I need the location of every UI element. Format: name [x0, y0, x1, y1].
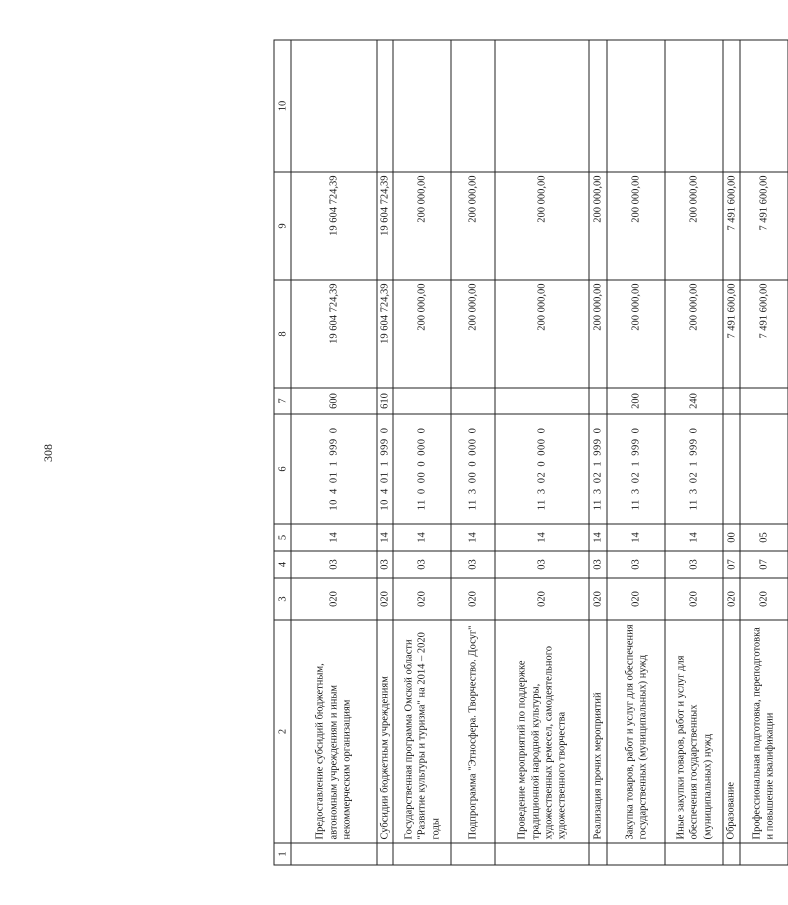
expense-type-cell: 240 — [665, 388, 723, 414]
expense-type-cell — [589, 388, 607, 414]
ministry-code-cell: 020 — [451, 578, 495, 620]
amount-cell-2: 200 000,00 — [393, 172, 451, 280]
expense-type-cell — [740, 388, 788, 414]
column-header-6: 6 — [274, 414, 291, 524]
amount-cell-3 — [291, 40, 377, 172]
section-code-cell: 07 — [723, 551, 739, 578]
target-article-cell: 11 0 00 0 000 0 — [393, 414, 451, 524]
ministry-code-cell: 020 — [377, 578, 393, 620]
header-row — [274, 40, 291, 865]
column-header-10: 10 — [274, 40, 291, 172]
subsection-code-cell: 14 — [393, 524, 451, 551]
ministry-code-cell: 020 — [665, 578, 723, 620]
target-article-cell — [723, 414, 739, 524]
item-name-cell: Образование — [723, 620, 739, 843]
section-code-cell: 03 — [589, 551, 607, 578]
column-header-5: 5 — [274, 524, 291, 551]
section-code-cell: 07 — [740, 551, 788, 578]
expense-type-cell: 200 — [607, 388, 665, 414]
subsection-code-cell: 14 — [495, 524, 589, 551]
ministry-code-cell: 020 — [607, 578, 665, 620]
item-name-cell: Иные закупки товаров, работ и услуг для обеспечения государственных (муниципальных) нужд — [665, 620, 723, 843]
amount-cell-3 — [740, 40, 788, 172]
table-row — [291, 40, 377, 865]
amount-cell: 7 491 600,00 — [723, 280, 739, 388]
expense-type-cell — [451, 388, 495, 414]
table-body — [291, 40, 788, 865]
ministry-code-cell: 020 — [589, 578, 607, 620]
amount-cell-3 — [607, 40, 665, 172]
amount-cell-2: 200 000,00 — [665, 172, 723, 280]
target-article-cell: 10 4 01 1 999 0 — [377, 414, 393, 524]
table-row — [723, 40, 739, 865]
target-article-cell — [740, 414, 788, 524]
amount-cell: 200 000,00 — [451, 280, 495, 388]
amount-cell-2: 19 604 724,39 — [377, 172, 393, 280]
target-article-cell: 11 3 02 0 000 0 — [495, 414, 589, 524]
section-code-cell: 03 — [495, 551, 589, 578]
subsection-code-cell: 05 — [740, 524, 788, 551]
row-number-cell — [393, 843, 451, 865]
amount-cell: 200 000,00 — [665, 280, 723, 388]
subsection-code-cell: 14 — [291, 524, 377, 551]
item-name-cell: Реализация прочих мероприятий — [589, 620, 607, 843]
target-article-cell: 11 3 02 1 999 0 — [607, 414, 665, 524]
ministry-code-cell: 020 — [393, 578, 451, 620]
item-name-cell: Субсидии бюджетным учреждениям — [377, 620, 393, 843]
ministry-code-cell: 020 — [740, 578, 788, 620]
row-number-cell — [607, 843, 665, 865]
row-number-cell — [740, 843, 788, 865]
amount-cell: 19 604 724,39 — [291, 280, 377, 388]
subsection-code-cell: 00 — [723, 524, 739, 551]
target-article-cell: 11 3 02 1 999 0 — [589, 414, 607, 524]
amount-cell-2: 7 491 600,00 — [740, 172, 788, 280]
table-row — [393, 40, 451, 865]
column-header-2: 2 — [274, 620, 291, 843]
expense-type-cell: 600 — [291, 388, 377, 414]
page-number: 308 — [41, 444, 55, 462]
column-header-7: 7 — [274, 388, 291, 414]
row-number-cell — [589, 843, 607, 865]
amount-cell: 19 604 724,39 — [377, 280, 393, 388]
row-number-cell — [495, 843, 589, 865]
subsection-code-cell: 14 — [665, 524, 723, 551]
column-header-3: 3 — [274, 578, 291, 620]
amount-cell: 200 000,00 — [495, 280, 589, 388]
subsection-code-cell: 14 — [377, 524, 393, 551]
section-code-cell: 03 — [665, 551, 723, 578]
amount-cell-2: 200 000,00 — [451, 172, 495, 280]
amount-cell: 200 000,00 — [393, 280, 451, 388]
column-header-4: 4 — [274, 551, 291, 578]
amount-cell: 7 491 600,00 — [740, 280, 788, 388]
amount-cell-3 — [665, 40, 723, 172]
target-article-cell: 10 4 01 1 999 0 — [291, 414, 377, 524]
item-name-cell: Профессиональная подготовка, переподготовка и повышение квалификации — [740, 620, 788, 843]
table-row — [607, 40, 665, 865]
item-name-cell: Предоставление субсидий бюджетным, автономным учреждениям и иным некоммерческим организациям — [291, 620, 377, 843]
amount-cell-3 — [451, 40, 495, 172]
item-name-cell: Подпрограмма "Этносфера. Творчество. Досуг" — [451, 620, 495, 843]
amount-cell-3 — [495, 40, 589, 172]
budget-table-container — [274, 40, 776, 865]
column-header-1: 1 — [274, 843, 291, 865]
amount-cell-2: 200 000,00 — [495, 172, 589, 280]
section-code-cell: 03 — [291, 551, 377, 578]
column-header-8: 8 — [274, 280, 291, 388]
ministry-code-cell: 020 — [495, 578, 589, 620]
table-row — [495, 40, 589, 865]
subsection-code-cell: 14 — [451, 524, 495, 551]
amount-cell-2: 7 491 600,00 — [723, 172, 739, 280]
table-row — [377, 40, 393, 865]
section-code-cell: 03 — [451, 551, 495, 578]
amount-cell: 200 000,00 — [589, 280, 607, 388]
amount-cell-3 — [723, 40, 739, 172]
table-row — [665, 40, 723, 865]
expense-type-cell — [393, 388, 451, 414]
table-row — [589, 40, 607, 865]
amount-cell-3 — [589, 40, 607, 172]
expense-type-cell — [495, 388, 589, 414]
expense-type-cell: 610 — [377, 388, 393, 414]
section-code-cell: 03 — [393, 551, 451, 578]
expense-type-cell — [723, 388, 739, 414]
subsection-code-cell: 14 — [589, 524, 607, 551]
row-number-cell — [291, 843, 377, 865]
amount-cell-3 — [393, 40, 451, 172]
amount-cell-2: 200 000,00 — [607, 172, 665, 280]
ministry-code-cell: 020 — [723, 578, 739, 620]
section-code-cell: 03 — [377, 551, 393, 578]
amount-cell-2: 200 000,00 — [589, 172, 607, 280]
item-name-cell: Государственная программа Омской области "Развитие культуры и туризма" на 2014 – 2020 годы — [393, 620, 451, 843]
row-number-cell — [665, 843, 723, 865]
table-row — [451, 40, 495, 865]
table-row — [740, 40, 788, 865]
row-number-cell — [723, 843, 739, 865]
ministry-code-cell: 020 — [291, 578, 377, 620]
target-article-cell: 11 3 02 1 999 0 — [665, 414, 723, 524]
subsection-code-cell: 14 — [607, 524, 665, 551]
amount-cell-3 — [377, 40, 393, 172]
row-number-cell — [377, 843, 393, 865]
item-name-cell: Закупка товаров, работ и услуг для обеспечения государственных (муниципальных) нужд — [607, 620, 665, 843]
amount-cell: 200 000,00 — [607, 280, 665, 388]
target-article-cell: 11 3 00 0 000 0 — [451, 414, 495, 524]
item-name-cell: Проведение мероприятий по поддержке традиционной народной культуры, художественных ремесел, самодеятельного художественного творчества — [495, 620, 589, 843]
section-code-cell: 03 — [607, 551, 665, 578]
row-number-cell — [451, 843, 495, 865]
column-header-9: 9 — [274, 172, 291, 280]
amount-cell-2: 19 604 724,39 — [291, 172, 377, 280]
budget-table — [274, 39, 788, 865]
